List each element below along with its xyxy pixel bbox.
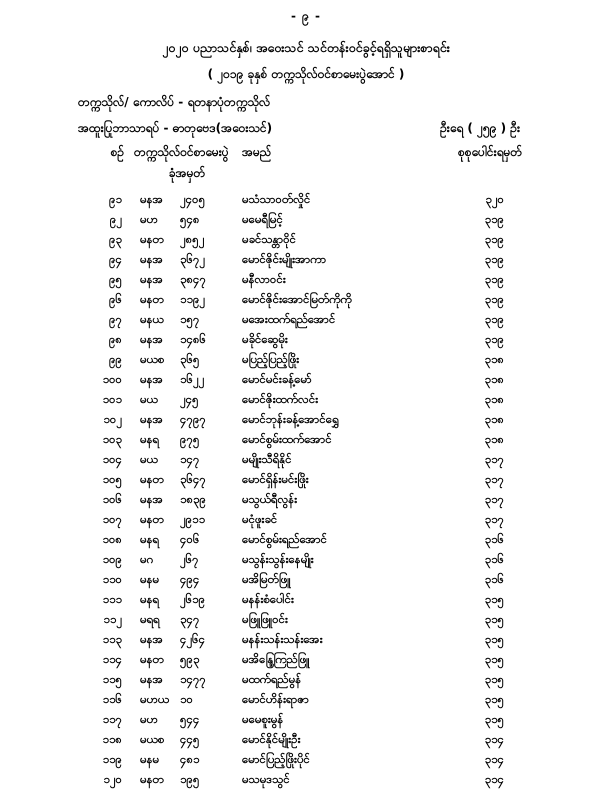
roll-number-cell — [130, 309, 240, 329]
roll-digits: ၃၆၅ — [180, 352, 200, 366]
roll-prefix: မနတ — [140, 512, 164, 526]
roll-number-cell — [130, 589, 240, 609]
table-row — [0, 549, 612, 569]
serial-number-cell: ၁၁၆ — [102, 692, 122, 706]
serial-number-cell: ၁၁၁ — [102, 592, 122, 606]
total-marks-cell: ၃၁၅ — [484, 692, 504, 706]
student-name-cell: မခိုင်ဆွေမိုး — [242, 332, 288, 346]
total-marks-cell: ၃၂၀ — [485, 192, 504, 206]
total-marks-cell: ၃၁၇ — [484, 512, 504, 526]
subject-line: အထူးပြုဘာသာရပ် - ဓာတုဗေဒ(အဝေးသင်) — [78, 121, 273, 135]
student-name-cell: မောင်ဘုန်းခန့်အောင်ရွှေ — [242, 412, 339, 426]
table-row — [0, 469, 612, 489]
column-header-roll-line2: ခုံအမှတ် — [168, 166, 206, 180]
roll-prefix: မယ — [140, 392, 158, 406]
roll-prefix: မနအ — [140, 412, 164, 426]
student-name-cell: မောင်စွမ်းထက်အောင် — [242, 432, 332, 446]
student-name-cell: မအေးထက်ရည်အောင် — [242, 312, 336, 326]
roll-prefix: မယစ — [140, 352, 165, 366]
roll-digits: ၁၉၅ — [180, 772, 200, 786]
roll-number-cell — [130, 189, 240, 209]
roll-digits: ၂၉၁၁ — [180, 512, 206, 526]
roll-number-cell — [130, 609, 240, 629]
roll-number-cell — [130, 769, 240, 789]
roll-digits: ၄၈၁ — [180, 752, 200, 766]
total-marks-cell: ၃၁၇ — [484, 452, 504, 466]
total-marks-cell: ၃၁၉ — [484, 292, 504, 306]
page-number: - ၉ - — [290, 9, 322, 23]
table-row — [0, 669, 612, 689]
roll-number-cell — [130, 749, 240, 769]
table-row — [0, 269, 612, 289]
table-row — [0, 489, 612, 509]
student-name-cell: မောင်ဇိုင်းမျိုးအာကာ — [242, 252, 327, 266]
roll-number-cell — [130, 289, 240, 309]
roll-prefix: မနတ — [140, 652, 164, 666]
total-marks-cell: ၃၁၅ — [484, 712, 504, 726]
roll-prefix: မနအ — [140, 192, 164, 206]
serial-number-cell: ၉၃ — [109, 232, 122, 246]
roll-number-cell — [130, 369, 240, 389]
roll-digits: ၂၆၁၉ — [180, 592, 206, 606]
student-name-cell: မသွယ်ရီလွန်း — [242, 492, 298, 506]
roll-number-cell — [130, 249, 240, 269]
roll-number-cell — [130, 709, 240, 729]
student-name-cell: မနန်းစံပေါင်း — [242, 592, 294, 606]
serial-number-cell: ၉၄ — [109, 252, 122, 266]
student-name-cell: မငုံဖူးခင် — [242, 512, 278, 526]
table-row — [0, 709, 612, 729]
roll-digits: ၂၈၅၂ — [180, 232, 205, 246]
roll-prefix: မနအ — [140, 672, 164, 686]
university-line: တက္ကသိုလ်/ ကောလိပ် - ရတနာပုံတက္ကသိုလ် — [78, 95, 271, 109]
student-name-cell: မမျိုးသီရိနိုင် — [242, 452, 292, 466]
roll-prefix: မနအ — [140, 252, 164, 266]
serial-number-cell: ၁၁၅ — [102, 672, 122, 686]
serial-number-cell: ၁၁၂ — [103, 612, 122, 626]
total-marks-cell: ၃၁၄ — [484, 752, 504, 766]
roll-number-cell — [130, 229, 240, 249]
student-name-cell: မခင်သန္တာဝိုင် — [242, 232, 297, 246]
roll-prefix: မနယ — [140, 312, 164, 326]
roll-number-cell — [130, 569, 240, 589]
table-row — [0, 649, 612, 669]
table-row — [0, 309, 612, 329]
table-row — [0, 689, 612, 709]
serial-number-cell: ၁၀၀ — [102, 372, 122, 386]
table-row — [0, 349, 612, 369]
roll-digits: ၄၄၅ — [180, 732, 200, 746]
serial-number-cell: ၁၀၈ — [102, 532, 122, 546]
roll-prefix: မနမ — [140, 752, 160, 766]
roll-digits: ၃၈၄၇ — [180, 272, 206, 286]
total-marks-cell: ၃၁၈ — [484, 412, 504, 426]
total-marks-cell: ၃၁၉ — [484, 212, 504, 226]
results-table — [0, 189, 612, 789]
roll-number-cell — [130, 549, 240, 569]
serial-number-cell: ၉၂ — [109, 212, 122, 226]
roll-number-cell — [130, 409, 240, 429]
roll-prefix: မနမ — [140, 572, 160, 586]
serial-number-cell: ၁၀၃ — [102, 432, 122, 446]
roll-prefix: မရရ — [140, 612, 160, 626]
column-header-total: စုစုပေါင်းရမှတ် — [458, 145, 523, 159]
table-row — [0, 589, 612, 609]
serial-number-cell: ၁၀၅ — [102, 472, 122, 486]
student-name-cell: မအိမြတ်ဖြူ — [242, 572, 291, 586]
roll-prefix: မနတ — [140, 232, 164, 246]
serial-number-cell: ၁၀၉ — [102, 552, 122, 566]
student-name-cell: မသံသာဝတ်လှိုင် — [242, 192, 311, 206]
student-name-cell: မောင်ဟိန်းရာဇာ — [242, 692, 309, 706]
serial-number-cell: ၉၆ — [109, 292, 122, 306]
table-row — [0, 429, 612, 449]
total-marks-cell: ၃၁၈ — [484, 392, 504, 406]
roll-number-cell — [130, 469, 240, 489]
table-row — [0, 629, 612, 649]
table-row — [0, 369, 612, 389]
roll-number-cell — [130, 529, 240, 549]
student-name-cell: မပြည့်ပြည့်ဖြိုး — [242, 352, 300, 366]
table-row — [0, 409, 612, 429]
document-subtitle: ( ၂၀၁၉ ခုနှစ် တက္ကသိုလ်ဝင်စာမေးပွဲအောင် ) — [207, 67, 405, 81]
student-name-cell: မဖြူဖြူဝင်း — [242, 612, 288, 626]
count-label: ဦးရေ ( ၂၅၉ ) ဦး — [440, 121, 520, 135]
roll-digits: ၄၉၄ — [180, 572, 200, 586]
roll-digits: ၁၅၇ — [180, 312, 200, 326]
serial-number-cell: ၁၁၉ — [102, 752, 122, 766]
total-marks-cell: ၃၁၆ — [484, 572, 504, 586]
roll-digits: ၅၄၈ — [180, 212, 200, 226]
roll-number-cell — [130, 629, 240, 649]
student-name-cell: မသမုဒသွင် — [242, 772, 290, 786]
roll-number-cell — [130, 329, 240, 349]
total-marks-cell: ၃၁၇ — [484, 492, 504, 506]
roll-digits: ၁၀ — [180, 692, 193, 706]
student-name-cell: မောင်စွမ်းရည်အောင် — [242, 532, 328, 546]
roll-prefix: မဂ — [140, 552, 154, 566]
total-marks-cell: ၃၁၄ — [484, 772, 504, 786]
serial-number-cell: ၁၀၂ — [103, 412, 122, 426]
student-name-cell: မောင်ဇိုးထက်လင်း — [242, 392, 319, 406]
roll-digits: ၂၄၅ — [180, 392, 199, 406]
roll-digits: ၃၆၄၇ — [180, 472, 206, 486]
student-name-cell: မောင်ဇိုင်းအောင်မြတ်ကိုကို — [242, 292, 352, 306]
total-marks-cell: ၃၁၅ — [484, 672, 504, 686]
total-marks-cell: ၃၁၉ — [484, 252, 504, 266]
roll-number-cell — [130, 489, 240, 509]
serial-number-cell: ၁၁၃ — [102, 632, 122, 646]
total-marks-cell: ၃၁၅ — [484, 632, 504, 646]
total-marks-cell: ၃၁၆ — [484, 552, 504, 566]
roll-number-cell — [130, 449, 240, 469]
serial-number-cell: ၁၁၀ — [102, 572, 122, 586]
serial-number-cell: ၁၁၇ — [102, 712, 122, 726]
total-marks-cell: ၃၁၉ — [484, 232, 504, 246]
student-name-cell: မထက်ရည်မွန် — [242, 672, 302, 686]
student-name-cell: မောင်နိုင်မျိုးဦး — [242, 732, 301, 746]
total-marks-cell: ၃၁၅ — [484, 612, 504, 626]
roll-number-cell — [130, 649, 240, 669]
student-name-cell: မနန်းသန်းသန်းအေး — [242, 632, 323, 646]
serial-number-cell: ၁၀၆ — [102, 492, 122, 506]
serial-number-cell: ၉၉ — [109, 352, 122, 366]
roll-prefix: မဟ — [140, 712, 158, 726]
subject-row — [78, 120, 520, 138]
serial-number-cell: ၁၀၇ — [102, 512, 122, 526]
student-name-cell: မသွန်းသွန်းနေမျိုး — [242, 552, 314, 566]
total-marks-cell: ၃၁၄ — [484, 732, 504, 746]
table-row — [0, 749, 612, 769]
roll-digits: ၄၇၉၇ — [180, 412, 206, 426]
roll-prefix: မနရ — [140, 592, 160, 606]
table-row — [0, 209, 612, 229]
total-marks-cell: ၃၁၆ — [484, 532, 504, 546]
roll-prefix: မနအ — [140, 632, 164, 646]
table-row — [0, 329, 612, 349]
roll-prefix: မနတ — [140, 772, 164, 786]
total-marks-cell: ၃၁၉ — [484, 312, 504, 326]
roll-number-cell — [130, 729, 240, 749]
table-row — [0, 289, 612, 309]
total-marks-cell: ၃၁၅ — [484, 652, 504, 666]
roll-prefix: မဟ — [140, 212, 158, 226]
roll-digits: ၁၄၈၆ — [180, 332, 206, 346]
roll-number-cell — [130, 509, 240, 529]
total-marks-cell: ၃၁၇ — [484, 472, 504, 486]
roll-number-cell — [130, 349, 240, 369]
total-marks-cell: ၃၁၈ — [484, 372, 504, 386]
table-row — [0, 769, 612, 789]
total-marks-cell: ၃၁၅ — [484, 592, 504, 606]
roll-digits: ၅၄၄ — [180, 712, 200, 726]
serial-number-cell: ၉၈ — [108, 332, 122, 346]
column-header-roll — [130, 144, 240, 183]
roll-digits: ၅၉၃ — [180, 652, 200, 666]
roll-number-cell — [130, 269, 240, 289]
roll-digits: ၄၀၆ — [180, 532, 200, 546]
student-name-cell: မမေရီမြင့် — [242, 212, 283, 226]
table-row — [0, 509, 612, 529]
serial-number-cell: ၁၂၀ — [103, 772, 122, 786]
roll-prefix: မနအ — [140, 272, 164, 286]
student-name-cell: မောင်မင်းခန့်မော် — [242, 372, 312, 386]
document-title: ၂၀၂၀ ပညာသင်နှစ်၊ အဝေးသင် သင်တန်းဝင်ခွင့်ရရှိသူများစာရင်း — [162, 40, 450, 55]
roll-prefix: မနအ — [140, 332, 164, 346]
roll-number-cell — [130, 669, 240, 689]
serial-number-cell: ၁၀၄ — [102, 452, 122, 466]
roll-prefix: မယစ — [140, 732, 165, 746]
serial-number-cell: ၉၅ — [109, 272, 122, 286]
table-header — [0, 144, 612, 183]
serial-number-cell: ၁၁၈ — [102, 732, 122, 746]
roll-prefix: မနအ — [140, 492, 164, 506]
roll-prefix: မနရ — [140, 532, 160, 546]
roll-digits: ၁၄၇၇ — [180, 672, 206, 686]
roll-digits: ၁၄၇ — [180, 452, 200, 466]
table-row — [0, 729, 612, 749]
roll-number-cell — [130, 689, 240, 709]
roll-number-cell — [130, 209, 240, 229]
roll-digits: ၁၆၂၂ — [180, 372, 205, 386]
student-name-cell: မောင်ရှိန်းမင်းဖြိုး — [242, 472, 309, 486]
column-header-roll-line1: တက္ကသိုလ်ဝင်စာမေးပွဲ — [134, 145, 229, 159]
student-name-cell: မမေစူးမွန် — [242, 712, 284, 726]
student-name-cell: မောင်ပြည့်ဖြိုးပိုင် — [242, 752, 310, 766]
student-name-cell: မအိန္ဒြေကြည်ဖြူ — [242, 652, 310, 666]
roll-prefix: မနရ — [140, 432, 160, 446]
roll-digits: ၁၁၉၂ — [180, 292, 206, 306]
table-row — [0, 529, 612, 549]
roll-digits: ၂၄၀၅ — [180, 192, 206, 206]
roll-digits: ၁၈၃၉ — [180, 492, 206, 506]
table-row — [0, 229, 612, 249]
roll-prefix: မနတ — [140, 292, 164, 306]
serial-number-cell: ၉၁ — [109, 192, 122, 206]
table-row — [0, 569, 612, 589]
serial-number-cell: ၉၇ — [109, 312, 122, 326]
student-name-cell: မနီလာဝင်း — [242, 272, 286, 286]
total-marks-cell: ၃၁၉ — [484, 332, 504, 346]
roll-prefix: မနတ — [140, 472, 164, 486]
roll-digits: ၂၆၇ — [180, 552, 199, 566]
table-row — [0, 609, 612, 629]
roll-digits: ၃၄၇ — [180, 612, 200, 626]
table-row — [0, 249, 612, 269]
roll-prefix: မယ — [140, 452, 158, 466]
column-header-name: အမည် — [242, 145, 272, 159]
table-row — [0, 449, 612, 469]
total-marks-cell: ၃၁၈ — [484, 432, 504, 446]
roll-digits: ၉၇၅ — [180, 432, 200, 446]
roll-digits: ၃၆၇၂ — [180, 252, 206, 266]
roll-prefix: မနအ — [140, 372, 164, 386]
roll-prefix: မဟယ — [140, 692, 169, 706]
total-marks-cell: ၃၁၉ — [484, 272, 504, 286]
column-header-serial: စဉ် — [110, 145, 124, 159]
roll-number-cell — [130, 389, 240, 409]
total-marks-cell: ၃၁၈ — [484, 352, 504, 366]
table-row — [0, 189, 612, 209]
roll-number-cell — [130, 429, 240, 449]
table-row — [0, 389, 612, 409]
serial-number-cell: ၁၁၄ — [102, 652, 122, 666]
roll-digits: ၄၂၆၄ — [180, 632, 206, 646]
serial-number-cell: ၁၀၁ — [102, 392, 122, 406]
